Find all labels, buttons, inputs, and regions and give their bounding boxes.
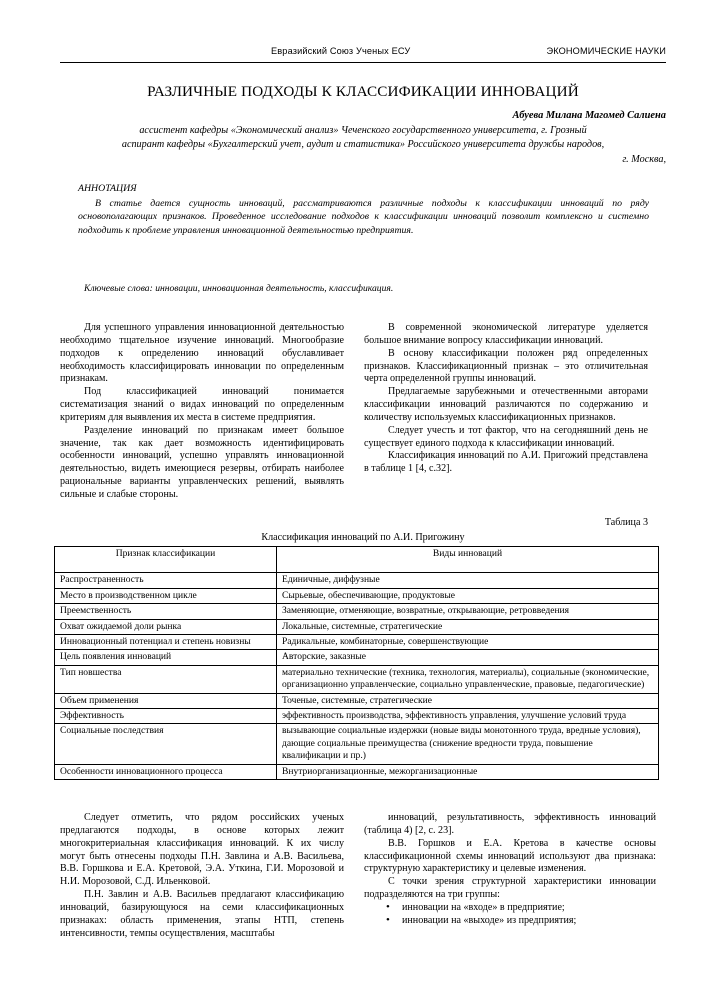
running-head [60, 46, 666, 60]
list-item: • инновации на «выходе» из предприятия; [364, 915, 656, 928]
paragraph: Под классификацией инноваций понимается систематизация знаний о видах инноваций по определенным критериям для выявления их места в системе предприятия. [60, 386, 344, 423]
body-column-lower-right [364, 812, 656, 928]
cell-feature: Распространенность [55, 573, 277, 588]
body-column-upper-right [364, 322, 648, 476]
bullet-list [364, 902, 656, 928]
cell-types: Сырьевые, обеспечивающие, продуктовые [277, 588, 659, 603]
table-row [55, 724, 659, 764]
cell-feature: Инновационный потенциал и степень новизны [55, 635, 277, 650]
cell-types: Внутриорганизационные, межорганизационные [277, 764, 659, 779]
paragraph: Следует учесть и тот фактор, что на сегодняшний день не существует единого подхода к классификации инноваций. [364, 424, 648, 449]
author-affiliation-2: аспирант кафедры «Бухгалтерский учет, аудит и статистика» Российского университета дружбы народов, [121, 139, 605, 151]
paragraph: П.Н. Завлин и А.В. Васильев предлагают классификацию инноваций, базирующуюся на семи классификационных признаках: область применения, этапы НТП, степень интенсивности, темпы осуществления, масштабы [60, 889, 344, 939]
author-block [60, 109, 666, 167]
table-row [55, 588, 659, 603]
cell-types: вызывающие социальные издержки (новые виды монотонного труда, вредные условия), дающие социальные преимущества (снижение вредности труда, повышение квалификации и пр.) [277, 724, 659, 764]
cell-types: Единичные, диффузные [277, 573, 659, 588]
author-name: Абуева Милана Магомед Салиена [512, 110, 666, 121]
table-row [55, 619, 659, 634]
cell-feature: Социальные последствия [55, 724, 277, 764]
table-row [55, 573, 659, 588]
paragraph: Предлагаемые зарубежными и отечественными авторами классификации инноваций различаются по содержанию и количеству используемых классификационных признаков. [364, 386, 648, 423]
cell-types: Точеные, системные, стратегические [277, 693, 659, 708]
cell-types: Локальные, системные, стратегические [277, 619, 659, 634]
abstract-block [78, 182, 649, 237]
table-header-feature: Признак классификации [55, 547, 277, 573]
keywords: Ключевые слова: инновации, инновационная деятельность, классификация. [84, 283, 394, 294]
table-row [55, 693, 659, 708]
classification-table [54, 546, 659, 780]
body-column-upper-left [60, 322, 344, 502]
cell-types: Радикальные, комбинаторные, совершенствующие [277, 635, 659, 650]
cell-feature: Тип новшества [55, 665, 277, 693]
header-rule [60, 62, 666, 63]
author-city: г. Москва, [622, 153, 666, 165]
author-affiliation-1: ассистент кафедры «Экономический анализ» Чеченского государственного университета, г. Грозный [139, 124, 587, 136]
cell-feature: Охват ожидаемой доли рынка [55, 619, 277, 634]
paragraph: Разделение инноваций по признакам имеет большое значение, так как дает возможность идентифицировать особенности инноваций, успешно управлять инновационной деятельностью, видеть имеющиеся резервы, отбирать наиболее рациональные варианты управленческих решений, выявлять сильные и слабые стороны. [60, 424, 344, 500]
paragraph: С точки зрения структурной характеристики инновации подразделяются на три группы: [364, 876, 656, 901]
cell-feature: Место в производственном цикле [55, 588, 277, 603]
list-item: • инновации на «входе» в предприятие; [364, 902, 656, 915]
cell-feature: Объем применения [55, 693, 277, 708]
abstract-text: В статье дается сущность инноваций, рассматриваются различные подходы к классификации инноваций по ряду основополагающих признаков. Проведенное исследование подходов к классификации инноваций позволит комплексно и системно подходить к проблеме управления инновационной деятельностью предприятия. [78, 197, 649, 236]
table-header-row [55, 547, 659, 573]
table-row [55, 604, 659, 619]
paragraph: инноваций, результативность, эффективность инноваций (таблица 4) [2, с. 23]. [364, 812, 656, 836]
cell-types: Заменяющие, отменяющие, возвратные, открывающие, ретровведения [277, 604, 659, 619]
cell-types: материально технические (техника, технология, материалы), социальные (экономические, организационно управленческие, социально управленческие, правовые, педагогические) [277, 665, 659, 693]
abstract-label: АННОТАЦИЯ [78, 183, 137, 194]
table-row [55, 635, 659, 650]
table-row [55, 665, 659, 693]
journal-name: Евразийский Союз Ученых ЕСУ [271, 46, 411, 56]
paragraph: В.В. Горшков и Е.А. Кретова в качестве основы классификационной схемы инноваций используют два признака: структурную характеристику и целевые изменения. [364, 837, 656, 875]
table-row [55, 650, 659, 665]
cell-feature: Особенности инновационного процесса [55, 764, 277, 779]
paragraph: В основу классификации положен ряд определенных признаков. Классификационный признак – это отличительная черта определенной группы инноваций. [364, 347, 648, 385]
section-name: ЭКОНОМИЧЕСКИЕ НАУКИ [546, 46, 666, 56]
table-row [55, 709, 659, 724]
cell-feature: Цель появления инноваций [55, 650, 277, 665]
table-caption: Классификация инноваций по А.И. Пригожину [261, 532, 465, 543]
paragraph: Классификация инноваций по А.И. Пригожий представлена в таблице 1 [4, с.32]. [364, 450, 648, 475]
paragraph: Следует отметить, что рядом российских ученых предлагаются подходы, в основе которых лежит многокритериальная классификация инноваций. К их числу могут быть отнесены подходы П.Н. Завлина и А.В. Васильева, В.В. Горшкова и Е.А. Кретовой, Э.А. Уткина, Г.И. Морозовой и Н.И. Морозовой, С.Д. Ильенковой. [60, 812, 344, 888]
paragraph: Для успешного управления инновационной деятельностью необходимо тщательное изучение инноваций. Многообразие подходов к определению инноваций обуславливает необходимость классифицировать инновации по определенным признакам. [60, 322, 344, 385]
page-title: РАЗЛИЧНЫЕ ПОДХОДЫ К КЛАССИФИКАЦИИ ИННОВАЦИЙ [147, 83, 579, 100]
table-header-types: Виды инноваций [277, 547, 659, 573]
cell-feature: Эффективность [55, 709, 277, 724]
cell-types: Авторские, заказные [277, 650, 659, 665]
table-number-label: Таблица 3 [604, 517, 648, 528]
cell-feature: Преемственность [55, 604, 277, 619]
paragraph: В современной экономической литературе уделяется большое внимание вопросу классификации инноваций. [364, 322, 648, 346]
body-column-lower-left [60, 812, 344, 940]
table-row [55, 764, 659, 779]
cell-types: эффективность производства, эффективность управления, улучшение условий труда [277, 709, 659, 724]
